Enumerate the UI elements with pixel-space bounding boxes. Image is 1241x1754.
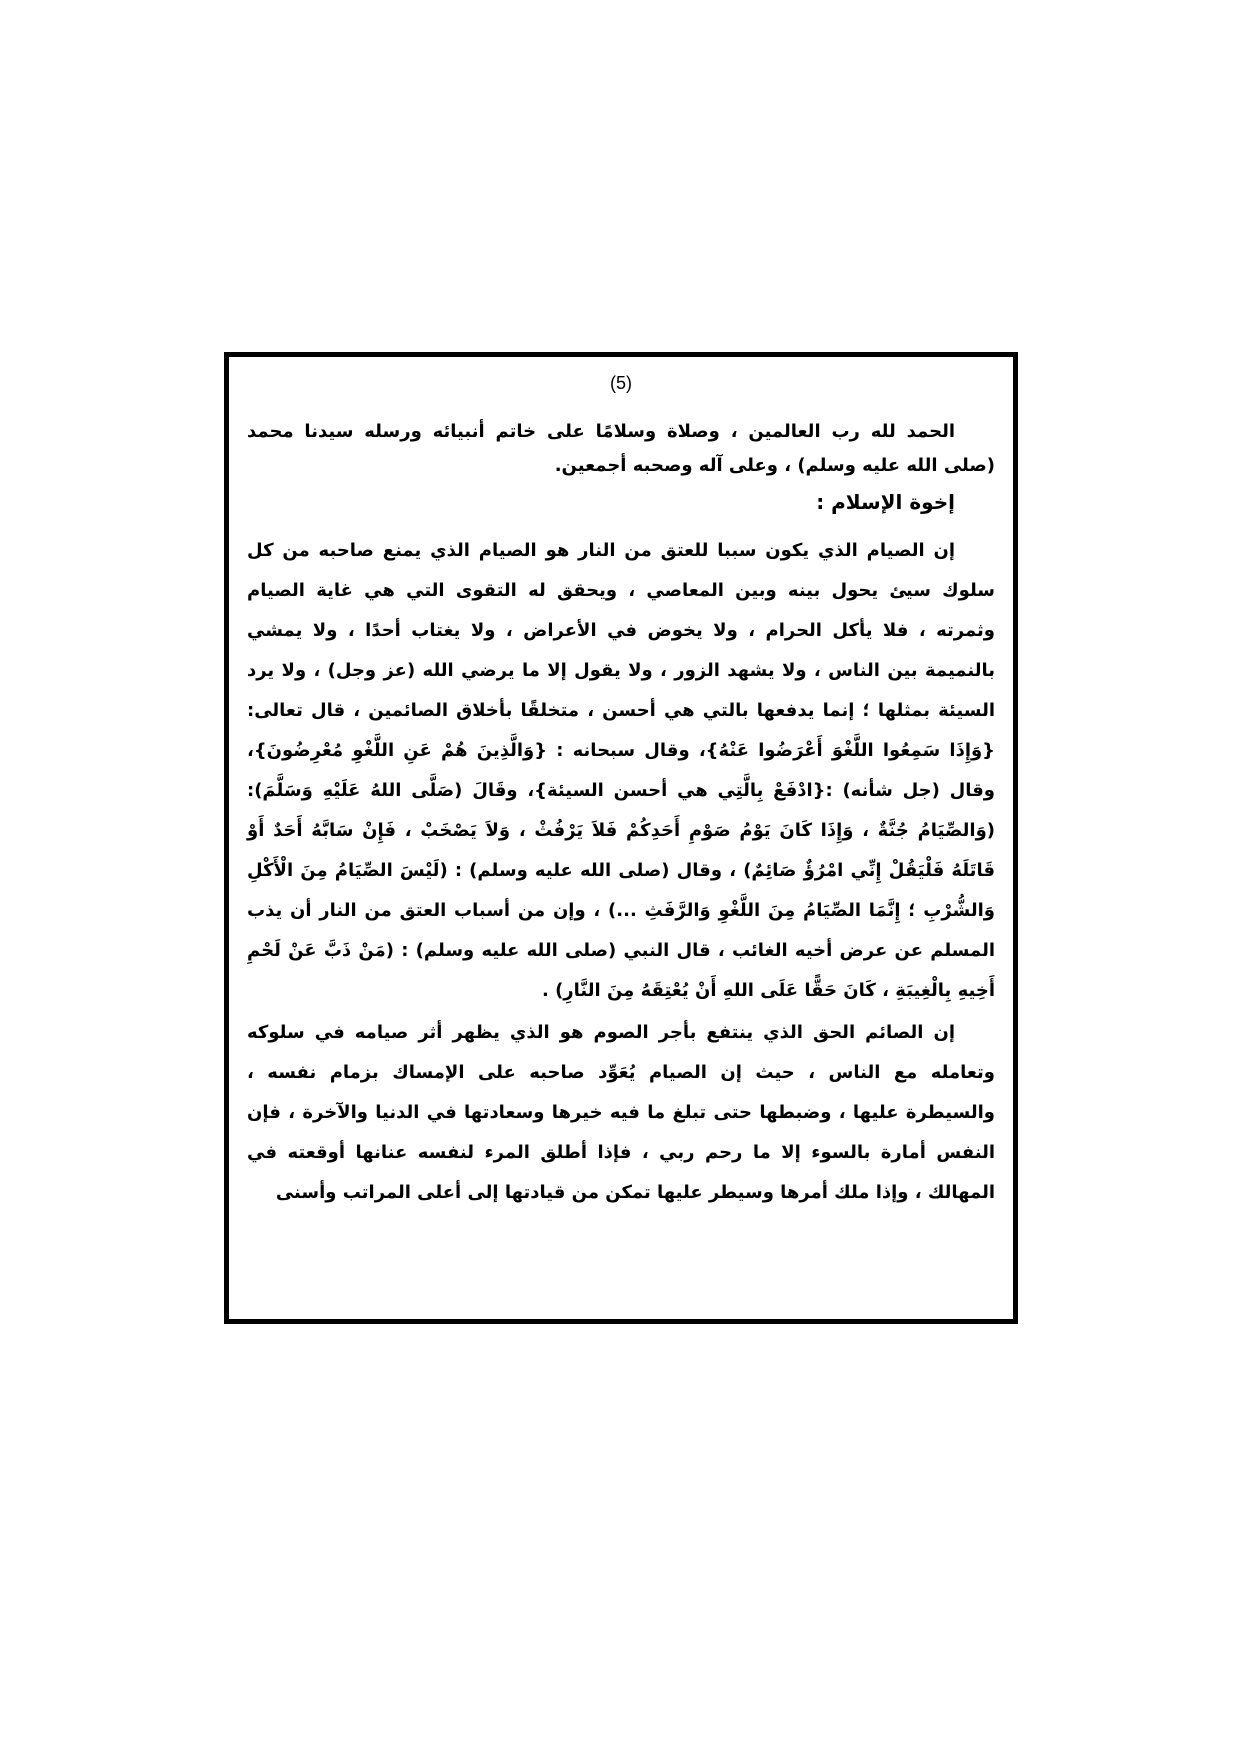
section-heading: إخوة الإسلام : bbox=[816, 490, 955, 514]
body-paragraph-2: إن الصائم الحق الذي ينتفع بأجر الصوم هو الذي يظهر أثر صيامه في سلوكه وتعامله مع الناس ، حيث إن الصيام يُعَوِّد صاحبه على الإمساك بزمام نفسه ، والسيطرة عليها ، وضبطها حتى تبلغ ما فيه خيرها وسعادتها في الدنيا والآخرة ، فإن النفس أمارة بالسوء إلا ما رحم ربي ، فإذا أطلق المرء لنفسه عنانها أوقعته في المهالك ، وإذا ملك أمرها وسيطر عليها تمكن من قيادتها إلى أعلى المراتب وأسنى bbox=[247, 1022, 995, 1203]
page-frame bbox=[224, 352, 1018, 1324]
page-number: (5) bbox=[610, 373, 632, 393]
body-paragraph-1: إن الصيام الذي يكون سببا للعتق من النار هو الصيام الذي يمنع صاحبه من كل سلوك سيئ يحول بينه وبين المعاصي ، ويحقق له التقوى التي هي غاية الصيام وثمرته ، فلا يأكل الحرام ، ولا يخوض في الأعراض ، ولا يغتاب أحدًا ، ولا يمشي بالنميمة بين الناس ، ولا يشهد الزور ، ولا يقول إلا ما يرضي الله (عز وجل) ، ولا يرد السيئة بمثلها ؛ إنما يدفعها بالتي هي أحسن ، متخلقًا بأخلاق الصائمين ، قال تعالى: {وَإِذَا سَمِعُوا اللَّغْوَ أَعْرَضُوا عَنْهُ}، وقال سبحانه : {وَالَّذِينَ هُمْ عَنِ اللَّغْوِ مُعْرِضُونَ}، وقال (جل شأنه) :{ادْفَعْ بِالَّتِي هي أحسن السيئة}، وقَالَ (صَلَّى اللهُ عَلَيْهِ وَسَلَّمَ): (وَالصِّيَامُ جُنَّةٌ ، وَإِذَا كَانَ يَوْمُ صَوْمِ أَحَدِكُمْ فَلاَ يَرْفُثْ ، وَلاَ يَصْخَبْ ، فَإِنْ سَابَّهُ أَحَدٌ أَوْ قَاتَلَهُ فَلْيَقُلْ إِنِّي امْرُؤٌ صَائِمٌ) ، وقال (صلى الله عليه وسلم) : (لَيْسَ الصِّيَامُ مِنَ الْأَكْلِ وَالشُّرْبِ ؛ إِنَّمَا الصِّيَامُ مِنَ اللَّغْوِ وَالرَّفَثِ ...) ، وإن من أسباب العتق من النار أن يذب المسلم عن عرض أخيه الغائب ، قال النبي (صلى الله عليه وسلم) : (مَنْ ذَبَّ عَنْ لَحْمِ أَخِيهِ بِالْغِيبَةِ ، كَانَ حَقًّا عَلَى اللهِ أَنْ يُعْتِقَهُ مِنَ النَّارِ) . bbox=[247, 540, 995, 1001]
page-content bbox=[247, 415, 995, 1215]
opening-paragraph: الحمد لله رب العالمين ، وصلاة وسلامًا على خاتم أنبيائه ورسله سيدنا محمد (صلى الله عليه وسلم) ، وعلى آله وصحبه أجمعين. bbox=[247, 421, 995, 476]
